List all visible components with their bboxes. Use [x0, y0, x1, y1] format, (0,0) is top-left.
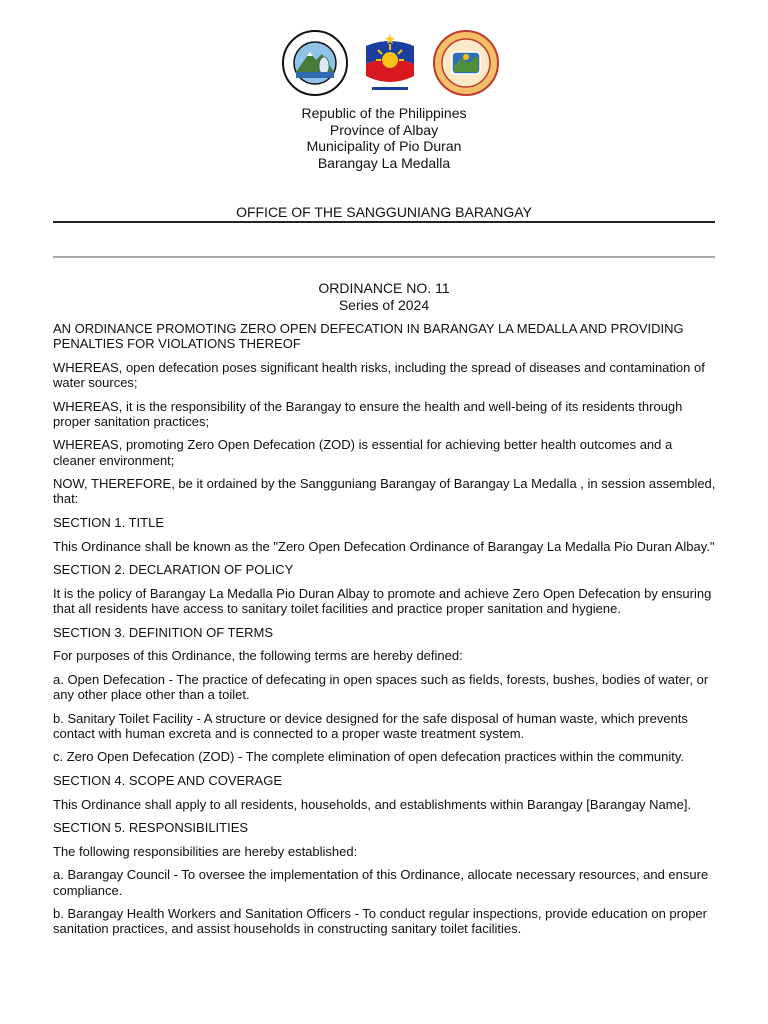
section-heading: SECTION 3. DEFINITION OF TERMS — [53, 624, 274, 640]
section-heading: SECTION 2. DECLARATION OF POLICY — [53, 562, 294, 578]
ordinance-body — [53, 321, 717, 945]
section-divider — [53, 256, 715, 258]
logo-strip — [0, 30, 768, 98]
definition-item: b. Sanitary Toilet Facility - A structure or device designed for the safe disposal of human waste, which prevents contact with human excreta and is connected to a proper waste treatment system. — [53, 710, 688, 741]
letterhead — [0, 105, 768, 171]
section-text: It is the policy of Barangay La Medalla Pio Duran Albay to promote and achieve Zero Open Defecation by ensuring that all residents have access to sanitary toilet facilities and practice proper sanitation and hygiene. — [53, 585, 712, 616]
bagong-pilipinas-logo — [358, 30, 422, 96]
ordinance-number: ORDINANCE NO. 11 — [318, 280, 450, 296]
whereas-clause: WHEREAS, promoting Zero Open Defecation (ZOD) is essential for achieving better health outcomes and a cleaner environment; — [53, 437, 673, 468]
office-title: OFFICE OF THE SANGGUNIANG BARANGAY — [236, 204, 532, 220]
ordinance-series: Series of 2024 — [338, 297, 430, 313]
section-text: This Ordinance shall be known as the "Zero Open Defecation Ordinance of Barangay La Medalla Pio Duran Albay." — [53, 538, 715, 554]
responsibility-item: a. Barangay Council - To oversee the implementation of this Ordinance, allocate necessary resources, and ensure compliance. — [53, 867, 709, 898]
municipality-line: Municipality of Pio Duran — [306, 138, 462, 154]
definition-item: a. Open Defecation - The practice of defecating in open spaces such as fields, forests, bushes, bodies of water, or any other place other than a toilet. — [53, 671, 709, 702]
ordinance-title: AN ORDINANCE PROMOTING ZERO OPEN DEFECATION IN BARANGAY LA MEDALLA AND PROVIDING PENALTIES FOR VIOLATIONS THEREOF — [53, 321, 684, 352]
republic-line: Republic of the Philippines — [301, 105, 467, 121]
section-text: The following responsibilities are hereby established: — [53, 843, 358, 859]
whereas-clause: WHEREAS, it is the responsibility of the Barangay to ensure the health and well-being of its residents through proper sanitation practices; — [53, 398, 683, 429]
barangay-seal-logo — [280, 30, 350, 96]
enacting-clause: NOW, THEREFORE, be it ordained by the Sangguniang Barangay of Barangay La Medalla , in session assembled, that: — [53, 476, 716, 507]
municipality-seal-logo — [430, 30, 502, 96]
ordinance-heading — [0, 280, 768, 314]
section-heading: SECTION 4. SCOPE AND COVERAGE — [53, 772, 282, 788]
header-divider — [53, 221, 715, 223]
responsibility-item: b. Barangay Health Workers and Sanitation Officers - To conduct regular inspections, provide education on proper sanitation practices, and assist households in constructing sanitary toilet facilities. — [53, 906, 707, 937]
definition-item: c. Zero Open Defecation (ZOD) - The complete elimination of open defecation practices within the community. — [53, 749, 685, 765]
section-heading: SECTION 5. RESPONSIBILITIES — [53, 820, 249, 836]
barangay-line: Barangay La Medalla — [317, 154, 451, 171]
section-text: For purposes of this Ordinance, the following terms are hereby defined: — [53, 648, 463, 664]
section-text: This Ordinance shall apply to all residents, households, and establishments within Barangay [Barangay Name]. — [53, 796, 692, 812]
province-line: Province of Albay — [329, 121, 439, 138]
whereas-clause: WHEREAS, open defecation poses significant health risks, including the spread of diseases and contamination of water sources; — [53, 359, 705, 390]
section-heading: SECTION 1. TITLE — [53, 514, 165, 530]
